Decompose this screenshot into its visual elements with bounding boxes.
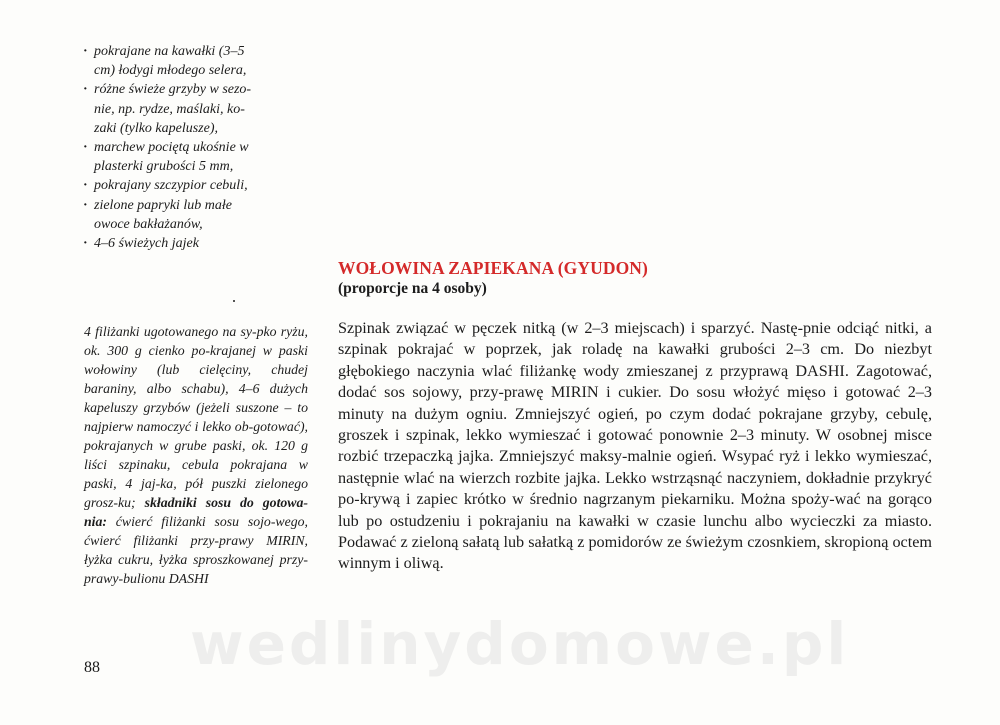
bullet-text: marchew pociętą ukośnie w plasterki grubości 5 mm, <box>94 140 249 175</box>
list-item <box>84 138 316 176</box>
bullet-text: pokrajane na kawałki (3–5 cm) łodygi młodego selera, <box>94 44 247 79</box>
recipe-instructions: Szpinak związać w pęczek nitką (w 2–3 miejscach) i sparzyć. Nastę-pnie odciąć nitki, a szpinak pokrajać w poprzek, jak roladę na kawałki grubości 2–3 cm. Do niezbyt głębokiego naczynia wlać filiżankę wody zmieszanej z przyprawą DASHI. Zagotować, dodać sos sojowy, przy-prawę MIRIN i cukier. Do sosu włożyć mięso i gotować 2–3 minuty na dużym ogniu. Zmniejszyć ogień, po czym dodać pokrajane grzyby, cebulę, groszek i szpinak, lekko wymieszać i gotować ponownie 2–3 minuty. W osobnej misce rozbić trzepaczką jajka. Zmniejszyć maksy-malnie ogień. Wsypać ryż i lekko wymieszać, następnie wlać na wierzch rozbite jajka. Lekko wstrząsnąć naczyniem, dokładnie przykryć po-krywą i zapiec krótko w średnio nagrzanym piekarniku. Można spoży-wać na gorąco lub po ostudzeniu i pokrajaniu na kawałki w czasie lunchu albo wycieczki za miasto. Podawać z zieloną sałatą lub sałatką z pomidorów ze świeżym czosnkiem, skropioną octem winnym i oliwą. <box>338 319 932 573</box>
bullet-list <box>84 42 316 253</box>
ingredients-text: 4 filiżanki ugotowanego na sy-pko ryżu, ok. 300 g cienko po-krajanej w paski wołowiny (lub cielęciny, chudej baraniny, albo schabu), 4–6 dużych kapeluszy grzybów (jeżeli suszone – to najpierw namoczyć i lekko ob-gotować), pokrajanych w grube paski, ok. 120 g liści szpinaku, cebula pokrajana w paski, 4 jaj-ka, pół puszki zielonego grosz-ku; <box>84 324 308 510</box>
ingredients-paragraph <box>84 322 308 588</box>
bullet-text: 4–6 świeżych jajek <box>94 236 199 252</box>
bullet-text: zielone papryki lub małe owoce bakłażanów, <box>94 197 233 232</box>
list-item <box>84 196 316 234</box>
list-item <box>84 176 316 195</box>
list-item <box>84 234 316 253</box>
list-item <box>84 42 316 80</box>
page-number: 88 <box>84 659 100 676</box>
recipe-title: WOŁOWINA ZAPIEKANA (GYUDON) <box>338 258 648 278</box>
sauce-label: składniki sosu do gotowa-nia: <box>84 495 308 529</box>
watermark: wedlinydomowe.pl <box>190 610 850 678</box>
ingredient-bullet-list <box>84 42 316 253</box>
bullet-text: pokrajany szczypior cebuli, <box>94 178 248 194</box>
printer-mark <box>233 300 235 302</box>
sauce-ingredients-text: ćwierć filiżanki sosu sojo-wego, ćwierć filiżanki przy-prawy MIRIN, łyżka cukru, łyżka sproszkowanej przy-prawy-bulionu DASHI <box>84 514 308 586</box>
list-item <box>84 80 316 138</box>
bullet-text: różne świeże grzyby w sezo- nie, np. rydze, maślaki, ko- zaki (tylko kapelusze), <box>94 82 252 136</box>
recipe-subtitle: (proporcje na 4 osoby) <box>338 280 487 297</box>
